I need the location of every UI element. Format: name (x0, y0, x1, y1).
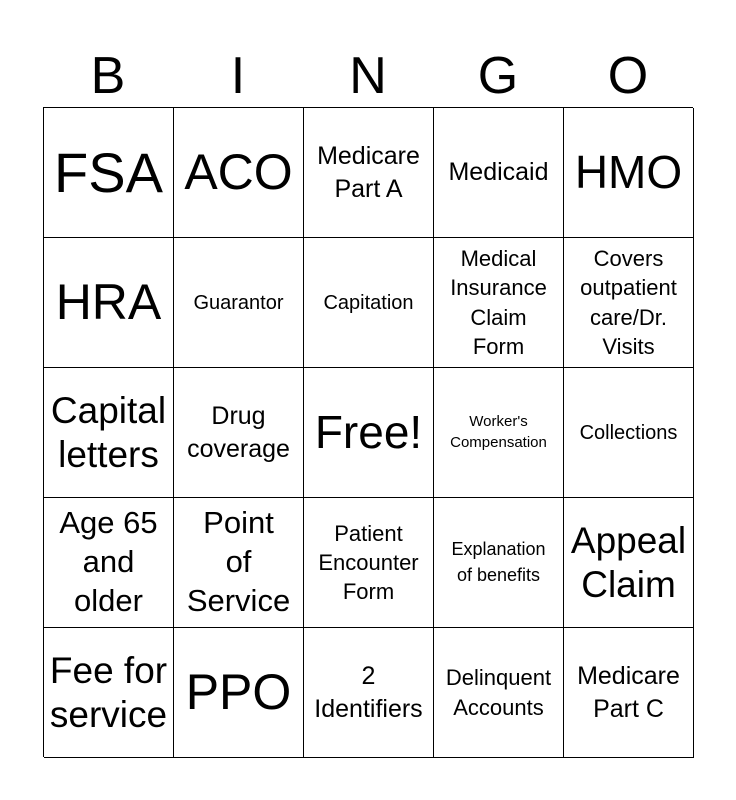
bingo-cell[interactable] (434, 498, 564, 628)
header-letter-n: N (349, 47, 387, 105)
bingo-cell[interactable] (174, 238, 304, 368)
bingo-cell[interactable] (44, 368, 174, 498)
bingo-cell[interactable] (434, 238, 564, 368)
cell-label: Drug coverage (187, 402, 290, 463)
cell-label: PPO (185, 664, 292, 720)
cell-label: Covers outpatient care/Dr. Visits (580, 246, 677, 359)
bingo-cell[interactable] (44, 628, 174, 758)
bingo-cell[interactable] (304, 108, 434, 238)
bingo-cell[interactable] (564, 498, 694, 628)
bingo-cell[interactable] (434, 368, 564, 498)
bingo-cell[interactable] (174, 368, 304, 498)
cell-label: Capital letters (50, 390, 167, 475)
cell-label: Medicare Part A (317, 142, 420, 203)
bingo-cell[interactable] (174, 498, 304, 628)
free-space[interactable] (304, 368, 434, 498)
bingo-card-grid (43, 107, 693, 757)
cell-label: Patient Encounter Form (318, 520, 419, 605)
bingo-cell[interactable] (44, 108, 174, 238)
cell-label: Medicaid (448, 158, 549, 187)
header-letter-o: O (607, 47, 649, 105)
bingo-cell[interactable] (304, 498, 434, 628)
cell-label: Delinquent Accounts (445, 665, 552, 720)
header-letter-g: G (477, 47, 519, 105)
bingo-cell[interactable] (434, 628, 564, 758)
bingo-cell[interactable] (44, 498, 174, 628)
cell-label: Worker's Compensation (450, 413, 547, 451)
bingo-cell[interactable] (174, 628, 304, 758)
bingo-cell[interactable] (174, 108, 304, 238)
header-letter-b: B (90, 47, 126, 105)
bingo-header (43, 44, 693, 108)
cell-label: Fee for service (49, 650, 168, 735)
cell-label: Free! (314, 406, 423, 459)
cell-label: 2 Identifiers (314, 662, 423, 723)
cell-label: Medicare Part C (577, 662, 680, 723)
bingo-cell[interactable] (564, 628, 694, 758)
cell-label: Capitation (323, 291, 414, 314)
cell-label: Collections (579, 421, 678, 444)
cell-label: HRA (55, 274, 162, 330)
cell-label: Age 65 and older (59, 505, 158, 618)
bingo-cell[interactable] (564, 368, 694, 498)
bingo-cell[interactable] (44, 238, 174, 368)
bingo-cell[interactable] (564, 238, 694, 368)
bingo-cell[interactable] (564, 108, 694, 238)
cell-label: ACO (184, 144, 293, 200)
cell-label: Point of Service (186, 505, 291, 618)
cell-label: HMO (574, 146, 683, 199)
cell-label: Guarantor (193, 291, 284, 314)
bingo-cell[interactable] (304, 238, 434, 368)
cell-label: Medical Insurance Claim Form (450, 246, 547, 359)
cell-label: Appeal Claim (570, 520, 687, 605)
cell-label: FSA (54, 140, 163, 204)
cell-label: Explanation of benefits (451, 539, 546, 585)
header-letter-i: I (230, 47, 246, 105)
bingo-cell[interactable] (434, 108, 564, 238)
bingo-cell[interactable] (304, 628, 434, 758)
